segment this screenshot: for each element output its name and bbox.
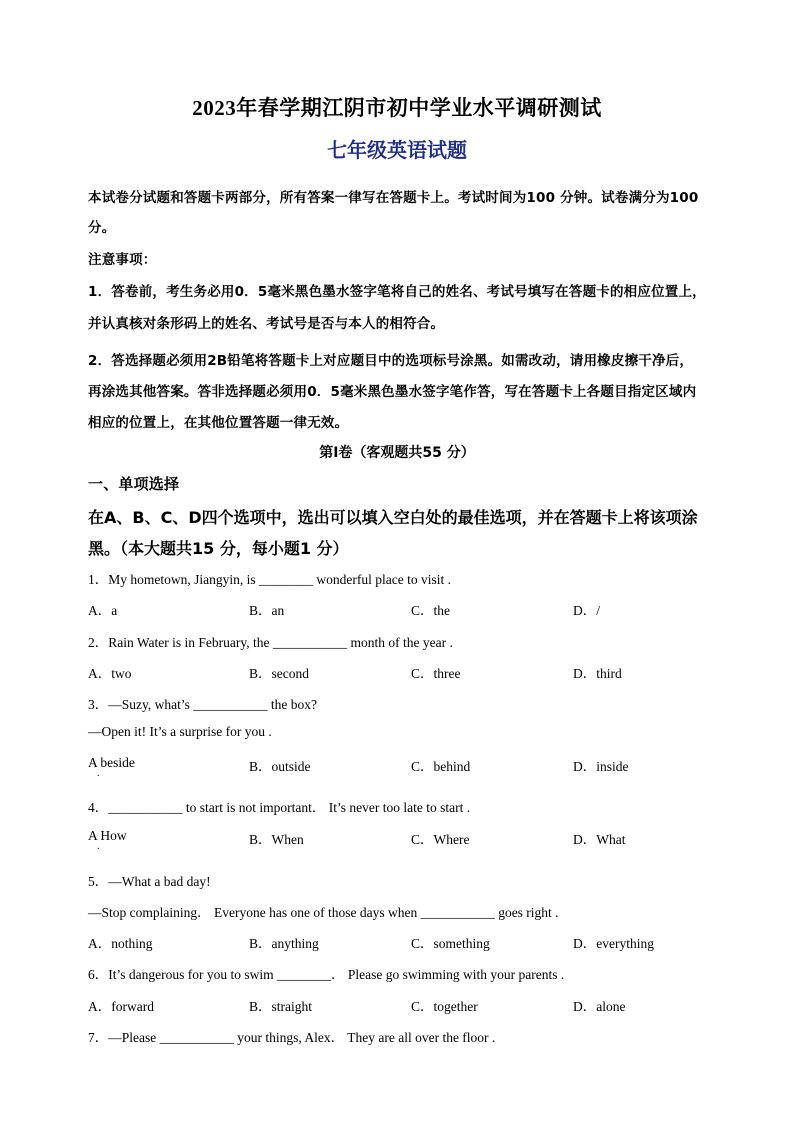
option-a: A．forward	[88, 999, 154, 1014]
stray-dot: .	[97, 841, 100, 852]
option-d: D．everything	[573, 936, 654, 951]
option-b: B．straight	[249, 999, 312, 1014]
part-heading: 一、单项选择	[88, 475, 180, 493]
option-d: D．third	[573, 666, 622, 681]
notice-item: 再涂选其他答案。答非选择题必须用0．5毫米黑色墨水签字笔作答，写在答题卡上各题目指定区域内	[88, 384, 697, 400]
option-a: A beside	[88, 755, 135, 770]
notice-heading: 注意事项：	[88, 252, 157, 268]
part-instruction: 黑。（本大题共15 分，每小题1 分）	[88, 539, 349, 558]
intro-line: 本试卷分试题和答题卡两部分，所有答案一律写在答题卡上。考试时间为100 分钟。试卷满分为100	[88, 190, 699, 206]
question-stem: 5．—What a bad day!	[88, 874, 211, 889]
option-c: C．together	[411, 999, 478, 1014]
notice-item: 相应的位置上，在其他位置答题一律无效。	[88, 415, 349, 431]
option-d: D．What	[573, 832, 626, 847]
question-stem: 7．—Please ___________ your things, Alex． They are all over the floor .	[88, 1030, 496, 1045]
option-b: B．second	[249, 666, 309, 681]
notice-item: 1．答卷前，考生务必用0．5毫米黑色墨水签字笔将自己的姓名、考试号填写在答题卡的相应位置上，	[88, 284, 706, 300]
option-a: A How	[88, 828, 127, 843]
option-c: C．Where	[411, 832, 470, 847]
option-c: C．behind	[411, 759, 471, 774]
option-b: B．an	[249, 603, 285, 618]
option-b: B．outside	[249, 759, 311, 774]
question-stem: 4．___________ to start is not important． It’s never too late to start .	[88, 800, 471, 815]
question-dialogue: —Open it! It’s a surprise for you .	[88, 724, 272, 739]
stray-dot: .	[97, 768, 100, 779]
question-dialogue: —Stop complaining． Everyone has one of those days when ___________ goes right .	[88, 905, 559, 920]
exam-subtitle: 七年级英语试题	[327, 140, 467, 162]
intro-line: 分。	[88, 220, 116, 236]
part-instruction: 在A、B、C、D四个选项中，选出可以填入空白处的最佳选项，并在答题卡上将该项涂	[88, 508, 698, 527]
option-d: D．/	[573, 603, 600, 618]
option-a: A．nothing	[88, 936, 153, 951]
question-stem: 1．My hometown, Jiangyin, is ________ wonderful place to visit .	[88, 572, 451, 587]
section-title: 第Ⅰ卷（客观题共55 分）	[319, 445, 475, 461]
option-d: D．inside	[573, 759, 629, 774]
option-c: C．something	[411, 936, 490, 951]
question-stem: 3．—Suzy, what’s ___________ the box?	[88, 697, 317, 712]
exam-title: 2023年春学期江阴市初中学业水平调研测试	[192, 96, 602, 120]
option-a: A．a	[88, 603, 118, 618]
option-b: B．When	[249, 832, 304, 847]
option-c: C．the	[411, 603, 450, 618]
option-a: A．two	[88, 666, 132, 681]
notice-item: 2．答选择题必须用2B铅笔将答题卡上对应题目中的选项标号涂黑。如需改动，请用橡皮擦干净后，	[88, 353, 694, 369]
notice-item: 并认真核对条形码上的姓名、考试号是否与本人的相符合。	[88, 316, 445, 332]
question-stem: 2．Rain Water is in February, the ___________ month of the year .	[88, 635, 453, 650]
option-d: D．alone	[573, 999, 626, 1014]
option-c: C．three	[411, 666, 461, 681]
option-b: B．anything	[249, 936, 319, 951]
question-stem: 6．It’s dangerous for you to swim ________． Please go swimming with your parents .	[88, 967, 565, 982]
